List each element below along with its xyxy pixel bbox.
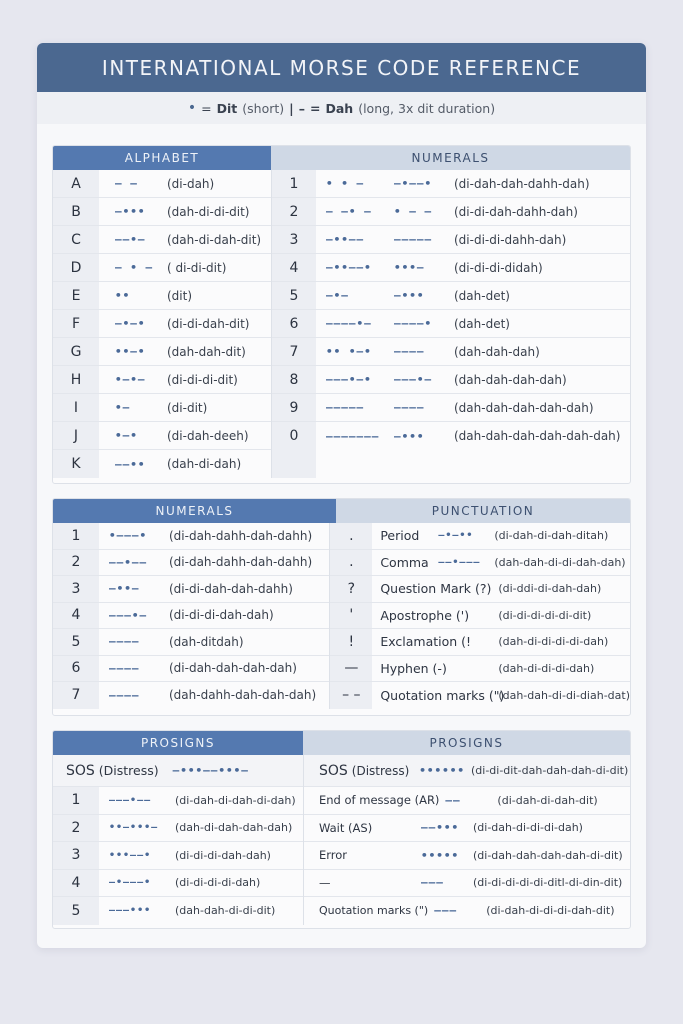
numeral-row	[53, 523, 329, 550]
phonetic: (di-dah-dahh-dah-dahh)	[169, 555, 313, 570]
prosigns-section	[52, 730, 631, 929]
phonetic: (di-dah)	[167, 176, 215, 191]
numeral-key: 3	[272, 226, 316, 253]
sos-label: SOS	[319, 762, 348, 779]
phonetic: (dah-di-di-di-di-dah)	[498, 635, 609, 649]
morse-code-a: ––––•–	[326, 317, 372, 330]
phonetic: (di-dah-di-di-di-dah)	[473, 821, 583, 835]
sos-code: ••••••	[419, 764, 465, 777]
legend-separator: |	[289, 100, 294, 116]
numeral-row	[53, 603, 329, 630]
punctuation-row	[330, 603, 630, 630]
morse-code: •–––•	[109, 529, 148, 543]
prosign-label: End of message (AR)	[319, 793, 440, 808]
morse-code-b: ––––•	[394, 317, 433, 330]
numeral-key: 3	[53, 576, 99, 602]
morse-code-a: –––––––	[326, 429, 380, 443]
phonetic: (dah-det)	[454, 288, 510, 303]
numeral-row	[272, 282, 630, 310]
morse-code-a: –––•–•	[326, 373, 372, 386]
phonetic: (di-di-dah-dahh-dah)	[454, 204, 578, 219]
prosign-key: 5	[53, 897, 99, 925]
punctuation-key: ?	[330, 576, 372, 602]
numeral-key: 6	[272, 310, 316, 337]
letter-key: H	[53, 366, 99, 393]
morse-code-b: –––•–	[394, 373, 433, 386]
prosign-row	[304, 842, 630, 870]
morse-code-a: –••––•	[326, 261, 372, 274]
alphabet-row	[53, 450, 271, 478]
legend-equals: =	[201, 100, 212, 116]
phonetic: (di-ddi-di-dah-dah)	[498, 582, 602, 596]
phonetic: (di-dah-di-dah-ditah)	[494, 529, 609, 543]
alphabet-row	[53, 226, 271, 254]
numeral-key: 4	[272, 254, 316, 281]
prosign-row	[304, 870, 630, 898]
alphabet-row	[53, 310, 271, 338]
morse-code: •–	[115, 401, 131, 414]
morse-code: ••	[115, 289, 131, 302]
morse-code-a: –•–	[326, 289, 349, 302]
alphabet-column	[53, 170, 271, 478]
prosign-key: 3	[53, 842, 99, 869]
morse-code: ••–•	[115, 345, 146, 358]
numeral-key: 9	[272, 394, 316, 421]
numeral-row	[272, 226, 630, 254]
morse-code-b: ––––	[394, 401, 425, 414]
punctuation-key: .	[330, 523, 372, 549]
morse-code: –•–––•	[109, 877, 152, 889]
punctuation-column	[329, 523, 630, 709]
numeral-row	[272, 254, 630, 282]
phonetic: (dah-di-di-dit)	[167, 204, 250, 219]
phonetic: (di-di-dah-dit)	[167, 316, 250, 331]
prosign-row	[53, 842, 303, 870]
alphabet-row	[53, 394, 271, 422]
punctuation-key: —	[330, 656, 372, 682]
filler	[272, 450, 316, 478]
letter-key: B	[53, 198, 99, 225]
morse-code: ––•–––	[438, 556, 481, 568]
section-header	[53, 146, 630, 170]
numeral-key: 4	[53, 603, 99, 629]
numerals-column	[271, 170, 630, 478]
morse-code: –––•––	[109, 794, 152, 806]
punctuation-row	[330, 682, 630, 709]
morse-code: ––••	[115, 457, 146, 471]
page-title: INTERNATIONAL MORSE CODE REFERENCE	[101, 55, 582, 80]
numeral-key: 1	[53, 523, 99, 549]
prosigns-left-header: PROSIGNS	[53, 731, 303, 755]
punctuation-label: Quotation marks (")	[380, 687, 505, 703]
phonetic: (di-di-di-dit)	[167, 372, 238, 387]
numeral-key: 8	[272, 366, 316, 393]
phonetic: (di-dah-di-dah-dit)	[497, 793, 598, 807]
alphabet-numerals-section	[52, 145, 631, 484]
letter-key: G	[53, 338, 99, 365]
legend-bar	[37, 92, 646, 124]
numeral-row	[53, 682, 329, 709]
phonetic: (di-di-di-di-di-ditl-di-din-dit)	[473, 876, 623, 890]
morse-code: ––––	[109, 688, 140, 702]
prosign-row	[53, 897, 303, 925]
alphabet-row	[53, 338, 271, 366]
prosign-row	[304, 787, 630, 815]
alphabet-row	[53, 366, 271, 394]
letter-key: F	[53, 310, 99, 337]
letter-key: I	[53, 394, 99, 421]
morse-code-b: –•––•	[394, 177, 433, 190]
morse-code: ––•–	[115, 233, 146, 246]
morse-code: –––•••	[109, 905, 152, 917]
phonetic: (dah-di-dah-dah-dah)	[175, 821, 293, 835]
prosign-row	[304, 897, 630, 925]
numerals-column	[53, 523, 329, 709]
punctuation-key: – –	[330, 682, 372, 709]
punctuation-row	[330, 629, 630, 656]
dit-label: Dit	[216, 100, 238, 116]
sos-desc: (Distress)	[351, 763, 410, 778]
letter-key: E	[53, 282, 99, 309]
dah-desc: (long, 3x dit duration)	[358, 100, 496, 116]
phonetic: (di-di-di-di-di-dit)	[498, 608, 592, 622]
phonetic: (dah-di-di-di-dah)	[498, 661, 595, 675]
numeral-key: 5	[53, 629, 99, 655]
phonetic: (dah-dah-dah-dah)	[454, 372, 567, 387]
letter-key: A	[53, 170, 99, 197]
prosign-row	[53, 815, 303, 843]
phonetic: (di-dah-deeh)	[167, 428, 249, 443]
morse-code-a: –––––	[326, 401, 365, 414]
numeral-row	[53, 550, 329, 577]
morse-code-a: – –• –	[326, 205, 372, 218]
letter-key: D	[53, 254, 99, 281]
morse-code: – –	[115, 177, 138, 190]
numeral-row	[272, 338, 630, 366]
sos-desc: (Distress)	[98, 763, 159, 778]
title-bar	[37, 43, 646, 92]
prosign-label: Wait (AS)	[319, 820, 373, 835]
punctuation-key: !	[330, 629, 372, 655]
numeral-key: 6	[53, 656, 99, 682]
punctuation-row	[330, 523, 630, 550]
punctuation-label: Question Mark (?)	[380, 581, 492, 597]
morse-code-b: • – –	[394, 205, 433, 218]
alphabet-row	[53, 282, 271, 310]
prosigns-left-column	[53, 755, 303, 925]
morse-code-a: –••––	[326, 233, 365, 246]
punctuation-label: Exclamation (!	[380, 634, 472, 650]
prosign-row	[53, 787, 303, 815]
numeral-key: 1	[272, 170, 316, 197]
phonetic: (di-di-di-dah-dah)	[169, 608, 274, 623]
morse-code: ••–•••–	[109, 822, 159, 834]
prosigns-right-column	[303, 755, 630, 925]
morse-code-b: ––––	[394, 345, 425, 358]
morse-code: – • –	[115, 261, 154, 274]
phonetic: (dah-dah-dit)	[167, 344, 246, 359]
punctuation-row	[330, 576, 630, 603]
numeral-row	[53, 576, 329, 603]
numeral-key: 0	[272, 422, 316, 450]
punctuation-label: Hyphen (-)	[380, 660, 447, 676]
phonetic: (dit)	[167, 288, 193, 303]
sos-code: –•••––•••–	[172, 764, 249, 777]
numerals-punctuation-section	[52, 498, 631, 716]
morse-code: ––	[445, 793, 461, 807]
prosign-label: Quotation marks (")	[319, 904, 429, 918]
morse-code-b: –––––	[394, 233, 433, 246]
numeral-row	[272, 198, 630, 226]
numeral-row	[272, 422, 630, 450]
sos-row	[304, 755, 630, 787]
phonetic: (di-dah-di-di-di-dah-dit)	[486, 904, 615, 918]
morse-code: –•••	[115, 205, 146, 218]
phonetic: (di-dah-dahh-dah-dahh)	[169, 528, 313, 543]
punctuation-row	[330, 550, 630, 577]
alphabet-header: ALPHABET	[53, 146, 271, 170]
phonetic: (dah-di-dah)	[167, 457, 242, 471]
morse-code: –••–	[109, 582, 140, 596]
phonetic: (di-dah-dah-dah-dah-di-dit)	[473, 848, 623, 862]
morse-code-a: •• •–•	[326, 345, 372, 358]
morse-code-b: –•••	[394, 289, 425, 302]
section-header	[53, 731, 630, 755]
morse-code: •••––•	[109, 849, 152, 861]
morse-code: ––––	[109, 635, 140, 649]
dit-desc: (short)	[242, 100, 285, 116]
letter-key: C	[53, 226, 99, 253]
prosign-key: 2	[53, 815, 99, 842]
sos-label: SOS	[66, 762, 95, 779]
prosigns-right-header: PROSIGNS	[303, 731, 630, 755]
numeral-key: 5	[272, 282, 316, 309]
prosign-label: —	[319, 875, 331, 890]
alphabet-row	[53, 422, 271, 450]
morse-code: •••••	[421, 848, 460, 862]
punctuation-key: '	[330, 603, 372, 629]
phonetic: (dah-dahh-dah-dah-dah)	[169, 688, 317, 703]
phonetic: (dah-det)	[454, 316, 510, 331]
morse-code: –•–•	[115, 317, 146, 330]
sos-phonetic: (di-di-dit-dah-dah-dah-di-dit)	[471, 764, 629, 777]
numeral-row	[272, 366, 630, 394]
numeral-row	[272, 170, 630, 198]
morse-code: ––––	[109, 661, 140, 675]
punctuation-key: .	[330, 550, 372, 576]
phonetic: (di-dah-dah-dahh-dah)	[454, 176, 590, 191]
phonetic: (di-di-dah-dah-dahh)	[169, 581, 293, 596]
punctuation-row	[330, 656, 630, 683]
phonetic: (dah-di-dah-dit)	[167, 232, 262, 247]
phonetic: (di-di-di-didah)	[454, 260, 543, 275]
phonetic: (dah-dah-dah)	[454, 344, 540, 359]
prosign-row	[53, 870, 303, 898]
numerals-header: NUMERALS	[53, 499, 336, 523]
morse-code: –––	[434, 904, 458, 918]
phonetic: (dah-ditdah)	[169, 634, 244, 649]
alphabet-row	[53, 254, 271, 282]
sos-row	[53, 755, 303, 787]
numeral-key: 7	[272, 338, 316, 365]
numeral-row	[53, 656, 329, 683]
letter-key: J	[53, 422, 99, 449]
phonetic: (di-dah-dah-dah-dah)	[169, 661, 297, 676]
phonetic: (di-di-di-di-dah)	[175, 876, 261, 890]
numeral-key: 7	[53, 682, 99, 709]
morse-code: •–•–	[115, 373, 146, 386]
numerals-header: NUMERALS	[271, 146, 630, 170]
morse-code: –––•–	[109, 608, 148, 622]
alphabet-row	[53, 198, 271, 226]
phonetic: (dah-dah-di-di-diah-dat)	[498, 688, 630, 702]
prosign-key: 4	[53, 870, 99, 897]
phonetic: (dah-dah-dah-dah-dah)	[454, 400, 594, 415]
alphabet-row	[53, 170, 271, 198]
prosign-row	[304, 815, 630, 843]
dah-label: Dah	[325, 100, 354, 116]
morse-code: ––•––	[109, 555, 148, 569]
dit-symbol: •	[187, 100, 197, 116]
phonetic: (dah-dah-di-di-dit)	[175, 904, 276, 918]
phonetic: (di-di-di-dahh-dah)	[454, 232, 567, 247]
phonetic: (di-dit)	[167, 400, 208, 415]
morse-code-a: • • –	[326, 177, 365, 190]
phonetic: (di-dah-di-dah-di-dah)	[175, 793, 296, 807]
morse-code-b: –•••	[394, 429, 425, 443]
numeral-row	[272, 310, 630, 338]
morse-code: –––	[421, 876, 444, 890]
numeral-row	[272, 394, 630, 422]
punctuation-header: PUNCTUATION	[336, 499, 630, 523]
letter-key: K	[53, 450, 99, 478]
dah-symbol: –	[298, 100, 305, 116]
phonetic: ( di-di-dit)	[167, 260, 227, 275]
prosign-label: Error	[319, 848, 348, 863]
punctuation-label: Period	[380, 528, 420, 544]
punctuation-label: Comma	[380, 554, 429, 570]
phonetic: (dah-dah-di-di-dah-dah)	[494, 555, 626, 569]
morse-code-b: •••–	[394, 261, 425, 274]
numeral-key: 2	[53, 550, 99, 576]
punctuation-label: Apostrophe (')	[380, 607, 470, 623]
morse-code: •–•	[115, 429, 138, 442]
phonetic: (dah-dah-dah-dah-dah-dah)	[454, 429, 621, 443]
morse-code: –•–••	[438, 530, 474, 542]
section-header	[53, 499, 630, 523]
numeral-row	[53, 629, 329, 656]
morse-code: ––•••	[421, 821, 460, 835]
phonetic: (di-di-di-dah-dah)	[175, 848, 271, 862]
legend-equals: =	[310, 100, 321, 116]
numeral-key: 2	[272, 198, 316, 225]
prosign-key: 1	[53, 787, 99, 814]
